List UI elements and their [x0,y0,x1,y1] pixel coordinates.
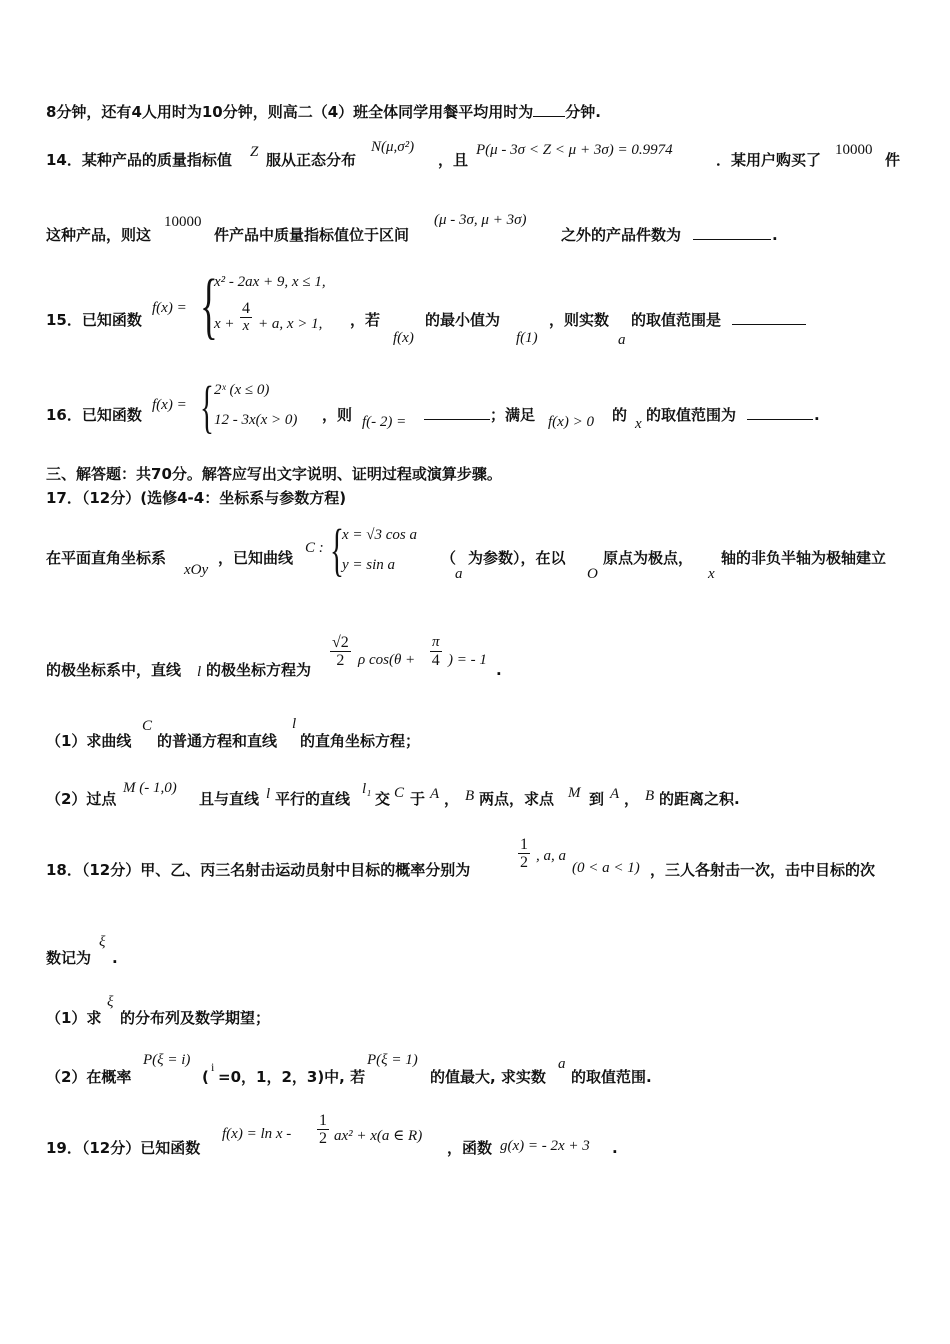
text: 的距离之积. [659,790,740,808]
q13-tail-line [46,102,601,122]
answer-blank[interactable] [424,405,490,420]
var-xi: ξ [99,934,106,950]
origin-O: O [587,566,598,582]
text: . [612,1139,618,1157]
q17-title: 17．（12分）(选修4-4：坐标系与参数方程) [46,489,347,507]
text: 19．（12分）已知函数 [46,1139,201,1157]
q14-line1 [46,150,232,170]
text: 的取值范围是 [631,311,722,329]
text: 为参数），在以 [468,549,566,567]
point-M: M [568,785,581,801]
brace: { [200,265,218,347]
curve-C: C [394,785,405,801]
text: 的普通方程和直线 [157,732,278,750]
text: 15．已知函数 [46,311,142,329]
case-2: 12 - 3x(x > 0) [214,412,298,428]
param-eq-1: x = √3 cos a [342,527,418,543]
case-2b: + a, x > 1, [258,316,323,332]
func-f: f(x) = [152,300,187,316]
point-B: B [465,788,475,804]
text: ，三人各射击一次，击中目标的次 [650,861,876,879]
brace: { [330,517,344,582]
text: 的直角坐标方程； [300,732,421,750]
text: ，已知曲线 [218,549,294,567]
normal-dist: N(μ,σ²) [371,139,415,155]
text: 8分钟，还有4人用时为10分钟，则高二（4）班全体同学用餐平均用时为 [46,103,534,121]
text: 分钟. [565,103,601,121]
fraction-sqrt2-over-2 [330,634,351,669]
text: 轴的非负半轴为极轴建立 [721,549,887,567]
denominator: x [242,318,250,334]
prob-expression: P(μ - 3σ < Z < μ + 3σ) = 0.9974 [476,142,673,158]
text: 平行的直线 [275,790,351,808]
f1: f(1) [516,330,538,346]
point-A: A [430,786,440,802]
text: 在平面直角坐标系 [46,549,167,567]
text: （ [441,549,457,567]
rhs: ) = - 1 [448,652,487,668]
text: 之外的产品件数为 [561,226,682,244]
text: 的最小值为 [425,311,501,329]
number: 10000 [835,142,873,158]
fraction-half [317,1112,329,1147]
curve-C: C : [305,540,324,556]
text: =0，1，2，3)中, 若 [218,1068,366,1086]
text: ，且 [438,151,469,169]
text: ， [444,790,460,808]
prob-P-xi-1: P(ξ = 1) [367,1052,418,1068]
answer-blank[interactable] [693,225,771,240]
fraction-half [518,836,530,871]
point-B: B [645,788,655,804]
f-minus-2: f(- 2) = [362,414,407,430]
func-f: f(x) = [152,397,187,413]
text: （2）过点 [46,790,117,808]
numerator: 1 [520,836,528,853]
text: . [112,949,118,967]
rho-cos: ρ cos(θ + [358,652,416,668]
section-heading: 三、解答题：共70分。解答应写出文字说明、证明过程或演算步骤。 [46,465,502,483]
numerator: 1 [319,1112,327,1129]
text: . [814,406,820,424]
text: 服从正态分布 [266,151,357,169]
text: . [496,661,502,679]
curve-C: C [142,718,153,734]
text: 件 [885,151,901,169]
prob-P-xi-i: P(ξ = i) [143,1052,191,1068]
text: 件产品中质量指标值位于区间 [214,226,410,244]
case-1: x² - 2ax + 9, x ≤ 1, [214,274,326,290]
text: 的 [612,406,628,424]
var-a: a [558,1056,566,1072]
text: . [772,226,778,244]
var-a: a [618,332,626,348]
denominator: 2 [520,854,528,871]
text: 两点，求点 [479,790,555,808]
text: 的取值范围为 [646,406,737,424]
text: 的值最大, 求实数 [430,1068,546,1086]
text: 且与直线 [199,790,260,808]
denominator: 2 [336,652,345,669]
text: 原点为极点， [603,549,694,567]
text: （2）在概率 [46,1068,132,1086]
text: 16．已知函数 [46,406,142,424]
text: ， [624,790,640,808]
text: 这种产品，则这 [46,226,152,244]
numerator: √2 [332,634,349,651]
coord-system: xOy [184,562,209,578]
text: 18．（12分）甲、乙、丙三名射击运动员射中目标的概率分别为 [46,861,471,879]
case-1: 2ˣ (x ≤ 0) [214,382,270,398]
answer-blank[interactable] [747,405,813,420]
case-2a: x + [214,316,235,332]
answer-blank[interactable] [533,102,565,117]
numerator: π [432,634,440,650]
probabilities: , a, a [536,848,566,864]
func-g: g(x) = - 2x + 3 [500,1138,590,1154]
var-l1: l₁ [362,781,372,797]
text: （1）求 [46,1009,102,1027]
text: ，函数 [447,1139,493,1157]
func-f-rest: ax² + x(a ∈ R) [334,1128,423,1144]
text: ．某用户购买了 [716,151,822,169]
text: 于 [410,790,426,808]
text: ( [202,1068,209,1086]
condition: (0 < a < 1) [572,860,640,876]
text: 数记为 [46,949,92,967]
var-l: l [266,786,271,802]
text: 的分布列及数学期望； [120,1009,271,1027]
point-M: M (- 1,0) [123,780,177,796]
var-l: l [197,664,202,680]
fx: f(x) [393,330,414,346]
inequality: f(x) > 0 [548,414,594,430]
text: 的极坐标系中，直线 [46,661,182,679]
denominator: 2 [319,1130,327,1147]
brace: { [200,374,214,439]
text: 的极坐标方程为 [206,661,312,679]
text: （1）求曲线 [46,732,132,750]
func-f: f(x) = ln x - [222,1126,292,1142]
numerator: 4 [242,300,250,317]
var-Z: Z [250,144,259,160]
var-l: l [292,716,297,732]
point-A: A [610,786,620,802]
var-x: x [635,416,642,432]
var-a: a [455,566,463,582]
text: ，若 [350,311,381,329]
fraction-pi-over-4 [430,634,442,669]
text: 14．某种产品的质量指标值 [46,151,232,169]
text: 到 [589,790,605,808]
text: ，则实数 [549,311,610,329]
text: 的取值范围. [571,1068,652,1086]
answer-blank[interactable] [732,310,806,325]
param-eq-2: y = sin a [342,557,396,573]
var-xi: ξ [107,994,114,1010]
var-i: i [211,1060,215,1074]
denominator: 4 [431,652,440,669]
fraction [240,300,252,335]
interval: (μ - 3σ, μ + 3σ) [434,212,527,228]
number: 10000 [164,214,202,230]
text: ，则 [322,406,353,424]
text: ；满足 [490,406,536,424]
var-x: x [708,566,715,582]
text: 交 [375,790,391,808]
